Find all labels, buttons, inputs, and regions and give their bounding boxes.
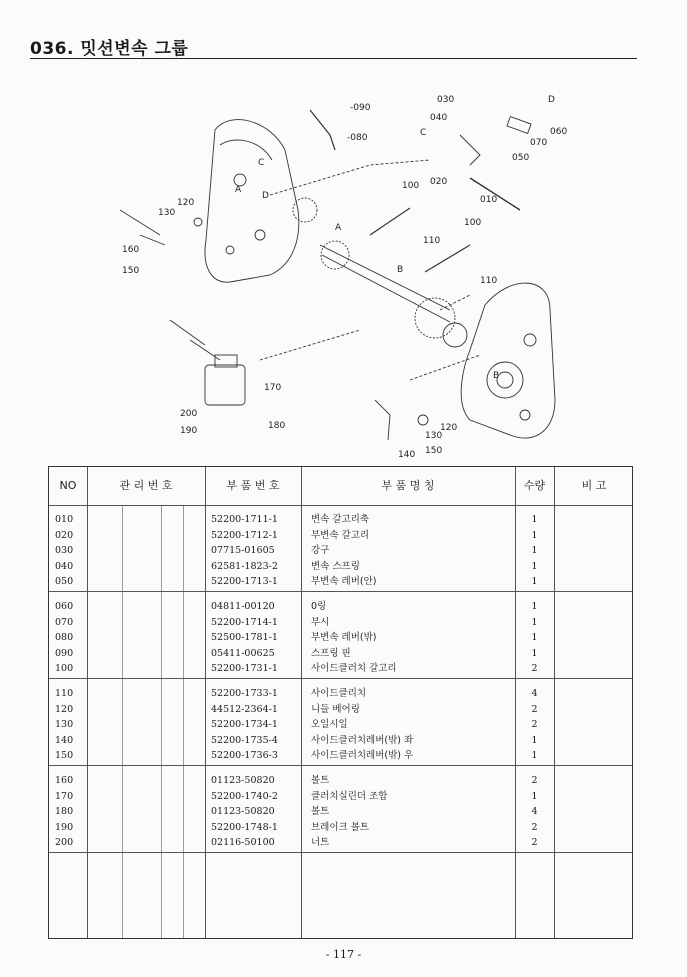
row-part-no: 04811-00120 — [211, 601, 275, 612]
header-no: NO — [59, 479, 77, 492]
row-part-no: 05411-00625 — [211, 647, 275, 659]
row-qty: 1 — [531, 734, 538, 746]
row-qty: 4 — [531, 688, 538, 699]
row-qty: 1 — [531, 750, 538, 761]
callout-030: 030 — [437, 95, 455, 105]
row-no: 100 — [55, 663, 74, 674]
row-no: 060 — [55, 601, 74, 612]
row-name: 부시 — [311, 616, 330, 628]
callout-050: 050 — [512, 153, 530, 163]
callout-150-right: 150 — [425, 446, 443, 456]
callout-170: 170 — [264, 383, 282, 393]
row-name: 부변속 레버(밖) — [311, 632, 377, 643]
row-no: 180 — [55, 806, 74, 817]
row-name: 사이드클리치 — [311, 688, 367, 699]
parts-diagram — [30, 60, 640, 465]
callout-010: 010 — [480, 195, 498, 205]
callout-160: 160 — [122, 245, 140, 255]
row-name: 부변속 갈고리 — [311, 529, 370, 541]
callout-B-right: B — [397, 265, 404, 275]
title-rule — [30, 58, 637, 59]
callout-100: 100 — [464, 218, 482, 228]
row-name: 사이드클러치레버(밖) 좌 — [311, 734, 414, 746]
callout-190: 190 — [180, 426, 198, 436]
page-title: 036. 밋션변속 그룹 — [30, 39, 189, 59]
row-part-no: 52200-1736-3 — [211, 750, 278, 761]
row-part-no: 52200-1733-1 — [211, 688, 278, 699]
row-qty: 1 — [531, 632, 538, 643]
callout-110: 110 — [480, 276, 498, 286]
callout-120-left: 120 — [177, 198, 195, 208]
callout-A-right: A — [335, 223, 342, 233]
page-number: - 117 - — [325, 948, 362, 961]
row-name: 브레이크 볼트 — [311, 821, 370, 833]
row-part-no: 52200-1713-1 — [211, 576, 278, 587]
row-name: 니들 베어링 — [311, 703, 360, 715]
row-no: 140 — [55, 734, 74, 746]
row-part-no: 62581-1823-2 — [211, 560, 278, 572]
row-no: 130 — [55, 719, 74, 730]
callout-020: 020 — [430, 177, 448, 187]
row-qty: 2 — [531, 703, 538, 715]
row-part-no: 07715-01605 — [211, 545, 275, 556]
callout-100-top: 100 — [402, 181, 420, 191]
row-name: 강구 — [311, 545, 330, 556]
row-part-no: 52200-1735-4 — [211, 734, 278, 746]
callout-A-left: A — [235, 185, 242, 195]
row-qty: 4 — [531, 806, 538, 817]
row-name: 볼트 — [311, 775, 330, 786]
row-part-no: 52200-1712-1 — [211, 529, 278, 541]
row-qty: 1 — [531, 514, 538, 525]
row-qty: 2 — [531, 837, 538, 848]
row-qty: 2 — [531, 663, 538, 674]
row-qty: 1 — [531, 647, 538, 659]
callout-C-top: C — [420, 128, 427, 138]
row-no: 050 — [55, 576, 74, 587]
callout-130-left: 130 — [158, 208, 176, 218]
row-no: 020 — [55, 529, 74, 541]
row-no: 040 — [55, 560, 74, 572]
callout-200: 200 — [180, 409, 198, 419]
row-name: 변속 갈고리축 — [311, 514, 370, 525]
row-qty: 1 — [531, 576, 538, 587]
row-qty: 1 — [531, 601, 538, 612]
row-no: 150 — [55, 750, 74, 761]
header-qty: 수량 — [523, 479, 546, 492]
row-name: 스프링 핀 — [311, 647, 351, 659]
row-part-no: 52200-1714-1 — [211, 616, 278, 628]
callout-090: -090 — [350, 103, 371, 113]
row-part-no: 52200-1711-1 — [211, 514, 278, 525]
row-qty: 1 — [531, 529, 538, 541]
row-no: 170 — [55, 790, 74, 802]
row-qty: 1 — [531, 545, 538, 556]
callout-180: 180 — [268, 421, 286, 431]
row-part-no: 01123-50820 — [211, 806, 275, 817]
row-qty: 2 — [531, 821, 538, 833]
callout-140: 140 — [398, 450, 416, 460]
row-part-no: 52200-1734-1 — [211, 719, 278, 730]
row-no: 190 — [55, 821, 74, 833]
row-name: 너트 — [311, 837, 330, 848]
callout-070: 070 — [530, 138, 548, 148]
row-part-no: 01123-50820 — [211, 775, 275, 786]
row-qty: 2 — [531, 775, 538, 786]
row-name: 클러치실린더 조합 — [311, 790, 388, 802]
row-part-no: 52200-1731-1 — [211, 663, 278, 674]
row-no: 120 — [55, 703, 74, 715]
row-no: 010 — [55, 514, 74, 525]
row-part-no: 44512-2364-1 — [211, 703, 278, 715]
row-qty: 1 — [531, 560, 538, 572]
callout-D-left: D — [262, 191, 269, 201]
row-part-no: 02116-50100 — [211, 837, 275, 848]
row-qty: 1 — [531, 616, 538, 628]
row-name: 사이드클러치레버(밖) 우 — [311, 750, 414, 761]
callout-D-top: D — [548, 95, 555, 105]
row-part-no: 52200-1740-2 — [211, 790, 278, 802]
parts-table — [48, 466, 633, 939]
callout-040: 040 — [430, 113, 448, 123]
row-part-no: 52500-1781-1 — [211, 632, 278, 643]
row-no: 080 — [55, 632, 74, 643]
header-remark: 비 고 — [581, 479, 607, 492]
row-name: 볼트 — [311, 806, 330, 817]
row-qty: 1 — [531, 790, 538, 802]
row-name: 부변속 레버(안) — [311, 576, 377, 587]
callout-080: -080 — [347, 133, 368, 143]
header-mgmt: 관 리 번 호 — [119, 479, 173, 492]
header-name: 부 품 명 칭 — [381, 479, 435, 492]
header-part-no: 부 품 번 호 — [226, 479, 280, 492]
callout-150: 150 — [122, 266, 140, 276]
row-name: 오일시일 — [311, 719, 348, 730]
row-no: 030 — [55, 545, 74, 556]
row-name: 사이드클러치 갈고리 — [311, 663, 397, 674]
row-no: 200 — [55, 837, 74, 848]
callout-130-right: 130 — [425, 431, 443, 441]
row-qty: 2 — [531, 719, 538, 730]
callout-110-top: 110 — [423, 236, 441, 246]
callout-C-left: C — [258, 158, 265, 168]
row-no: 160 — [55, 775, 74, 786]
callout-B-housing: B — [493, 371, 500, 381]
callout-120-right: 120 — [440, 423, 458, 433]
row-no: 090 — [55, 647, 74, 659]
row-name: 0링 — [311, 601, 327, 612]
row-no: 110 — [55, 688, 74, 699]
row-name: 변속 스프링 — [311, 560, 360, 572]
row-part-no: 52200-1748-1 — [211, 821, 278, 833]
callout-060: 060 — [550, 127, 568, 137]
row-no: 070 — [55, 616, 74, 628]
